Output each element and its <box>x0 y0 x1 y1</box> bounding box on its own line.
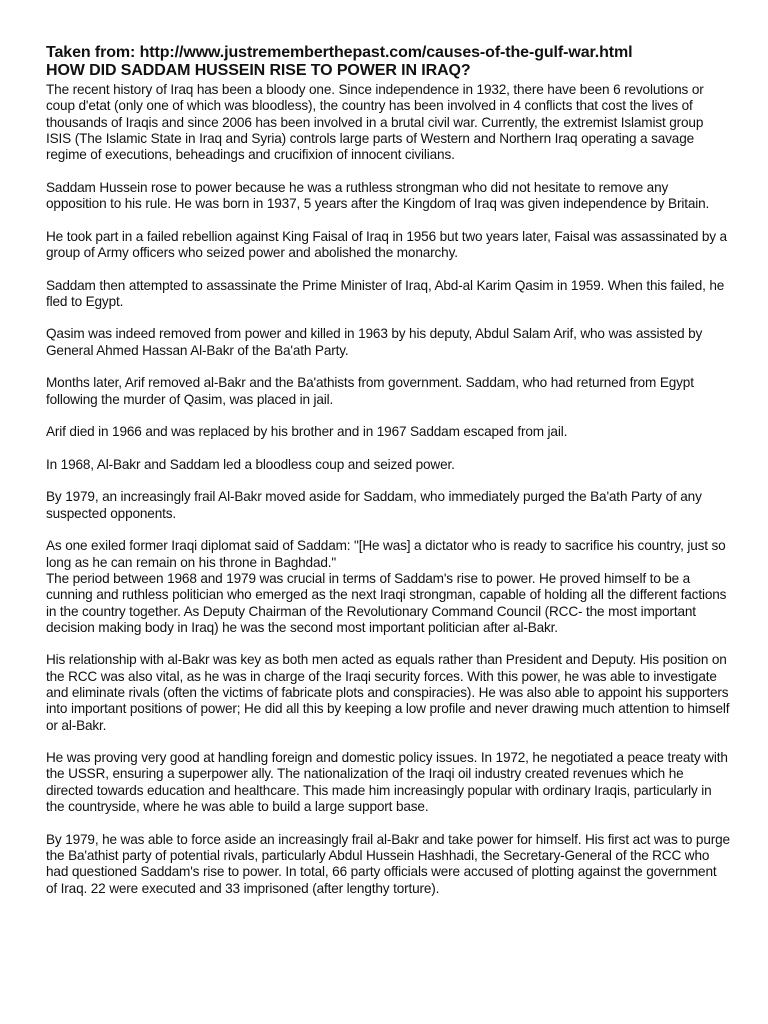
paragraph-escape: Arif died in 1966 and was replaced by his brother and in 1967 Saddam escaped from jail. <box>46 424 568 440</box>
paragraph-relationship: His relationship with al-Bakr was key as both men acted as equals rather than President and Deputy. His position on the RCC was also vital, as he was in charge of the Iraqi security forces. With this power, he was able to investigate and eliminate rivals (often the victims of fabricate plots and conspiracies). He was also able to appoint his supporters into important positions of power; He did all this by keeping a low profile and never drawing much attention to himself or al-Bakr. <box>46 652 730 733</box>
paragraph-takeover: By 1979, he was able to force aside an increasingly frail al-Bakr and take power for himself. His first act was to purge the Ba'athist party of potential rivals, particularly Abdul Hussein Hashhadi, the Secretary-General of the RCC who had questioned Saddam's rise to power. In total, 66 party officials were accused of plotting against the government of Iraq. 22 were executed and 33 imprisoned (after lengthy torture). <box>46 831 730 896</box>
paragraph-early-life: Saddam Hussein rose to power because he was a ruthless strongman who did not hesitate to remove any opposition to his rule. He was born in 1937, 5 years after the Kingdom of Iraq was given independence by Britain. <box>46 179 710 212</box>
paragraph-intro: The recent history of Iraq has been a bloody one. Since independence in 1932, there have been 6 revolutions or coup d'etat (only one of which was bloodless), the country has been involved in 4 conflicts that cost the lives of thousands of Iraqis and since 2006 has been involved in a brutal civil war. Currently, the extremist Islamist group ISIS (The Islamic State in Iraq and Syria) controls large parts of Western and Northern Iraq operating a savage regime of executions, beheadings and crucifixion of innocent civilians. <box>46 82 704 163</box>
document-body <box>46 82 730 897</box>
paragraph-rise-period: The period between 1968 and 1979 was crucial in terms of Saddam's rise to power. He proved himself to be a cunning and ruthless politician who emerged as the next Iraqi strongman, capable of holding all the different factions in the country together. As Deputy Chairman of the Revolutionary Command Council (RCC- the most important decision making body in Iraq) he was the second most important politician after al-Bakr. <box>46 570 727 635</box>
paragraph-diplomat-quote: As one exiled former Iraqi diplomat said of Saddam: "[He was] a dictator who is ready to sacrifice his country, just so long as he can remain on his throne in Baghdad." <box>46 538 726 570</box>
paragraph-1979-purge: By 1979, an increasingly frail Al-Bakr moved aside for Saddam, who immediately purged the Ba'ath Party of any suspected opponents. <box>46 489 702 521</box>
paragraph-qasim-removed: Qasim was indeed removed from power and killed in 1963 by his deputy, Abdul Salam Arif, who was assisted by General Ahmed Hassan Al-Bakr of the Ba'ath Party. <box>46 326 703 358</box>
paragraph-policy: He was proving very good at handling foreign and domestic policy issues. In 1972, he negotiated a peace treaty with the USSR, ensuring a superpower ally. The nationalization of the Iraqi oil industry created revenues which he directed towards education and healthcare. This made him increasingly popular with ordinary Iraqis, particularly in the countryside, where he was able to build a large support base. <box>46 750 728 815</box>
paragraph-failed-rebellion: He took part in a failed rebellion against King Faisal of Iraq in 1956 but two years later, Faisal was assassinated by a group of Army officers who seized power and abolished the monarchy. <box>46 228 727 260</box>
paragraph-assassination-attempt: Saddam then attempted to assassinate the Prime Minister of Iraq, Abd-al Karim Qasim in 1959. When this failed, he fled to Egypt. <box>46 277 725 309</box>
document-title: HOW DID SADDAM HUSSEIN RISE TO POWER IN IRAQ? <box>46 62 471 79</box>
paragraph-1968-coup: In 1968, Al-Bakr and Saddam led a bloodless coup and seized power. <box>46 456 455 472</box>
source-citation: Taken from: http://www.justrememberthepast.com/causes-of-the-gulf-war.html <box>46 44 633 61</box>
paragraph-jailed: Months later, Arif removed al-Bakr and the Ba'athists from government. Saddam, who had returned from Egypt following the murder of Qasim, was placed in jail. <box>46 375 694 407</box>
